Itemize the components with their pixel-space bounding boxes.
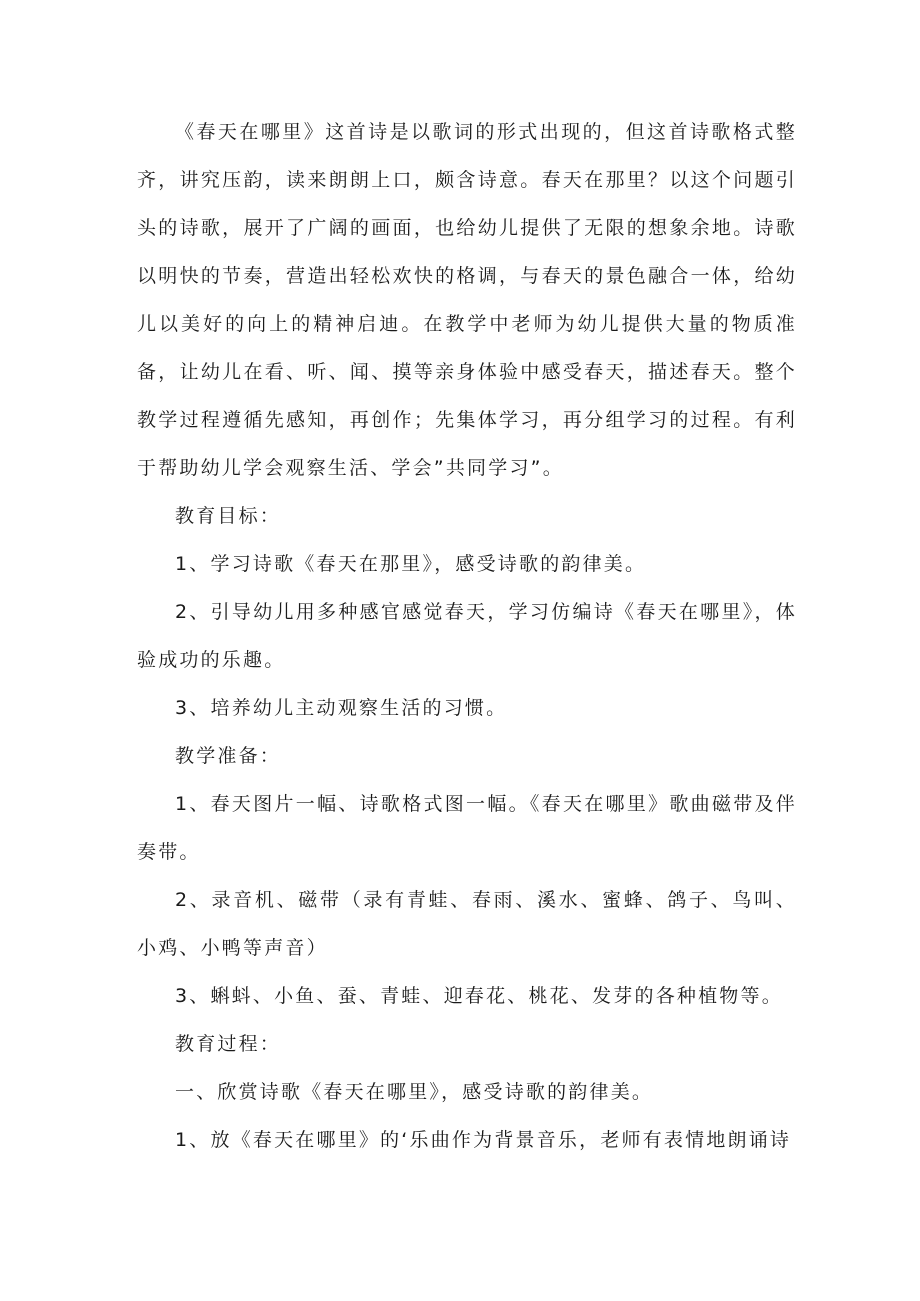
process-step-1: 一、欣赏诗歌《春天在哪里》，感受诗歌的韵律美。 [175,1081,654,1103]
goal-item-3: 3、培养幼儿主动观察生活的习惯。 [175,697,508,719]
goal-item-2: 2、引导幼儿用多种感官感觉春天，学习仿编诗《春天在哪里》，体验成功的乐趣。 [137,601,797,671]
intro-paragraph: 《春天在哪里》这首诗是以歌词的形式出现的，但这首诗歌格式整齐，讲究压韵，读来朗朗上口，颇含诗意。春天在那里？以这个问题引头的诗歌，展开了广阔的画面，也给幼儿提供了无限的想象余地。诗歌以明快的节奏，营造出轻松欢快的格调，与春天的景色融合一体，给幼儿以美好的向上的精神启迪。在教学中老师为幼儿提供大量的物质准备，让幼儿在看、听、闻、摸等亲身体验中感受春天，描述春天。整个教学过程遵循先感知，再创作；先集体学习，再分组学习的过程。有利于帮助幼儿学会观察生活、学会”共同学习”。 [137,121,797,479]
goals-heading: 教育目标： [175,505,282,527]
goal-item-1: 1、学习诗歌《春天在那里》，感受诗歌的韵律美。 [175,553,647,575]
document-body [137,108,797,1164]
prep-item-2: 2、录音机、磁带（录有青蛙、春雨、溪水、蜜蜂、鸽子、鸟叫、小鸡、小鸭等声音） [137,889,797,959]
prep-heading: 教学准备： [175,745,282,767]
process-heading: 教育过程： [175,1033,282,1055]
prep-item-1: 1、春天图片一幅、诗歌格式图一幅。《春天在哪里》歌曲磁带及伴奏带。 [137,793,797,863]
process-step-1-1: 1、放《春天在哪里》的‘乐曲作为背景音乐，老师有表情地朗诵诗 [175,1129,792,1151]
prep-item-3: 3、蝌蚪、小鱼、蚕、青蛙、迎春花、桃花、发芽的各种植物等。 [175,985,783,1007]
